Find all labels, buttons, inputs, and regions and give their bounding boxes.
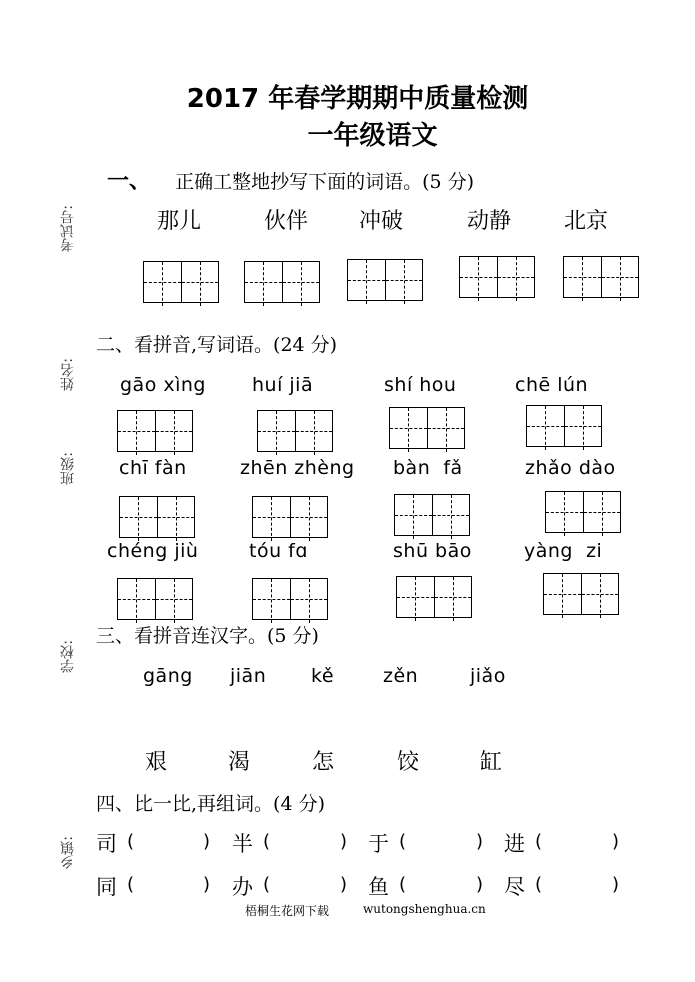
word-answer-blank[interactable] [548, 869, 608, 897]
writing-grid[interactable] [252, 578, 328, 620]
pinyin-option[interactable]: kě [311, 665, 335, 687]
compare-char: 办 [232, 875, 253, 899]
pinyin-prompt: tóu fɑ [249, 540, 308, 562]
compare-char: 进 [504, 832, 525, 856]
writing-grid[interactable] [347, 259, 423, 301]
writing-grid[interactable] [543, 573, 619, 615]
compare-char: 鱼 [368, 875, 389, 899]
open-paren: ( [399, 831, 407, 852]
pinyin-prompt: shū bāo [393, 540, 472, 562]
word-answer-blank[interactable] [412, 869, 472, 897]
pinyin-option[interactable]: jiān [230, 665, 267, 687]
word-answer-blank[interactable] [276, 869, 336, 897]
footer-site: wutongshenghua.cn [363, 902, 486, 916]
pinyin-option[interactable]: zěn [383, 665, 419, 687]
footer-source: 梧桐生花网下载 [245, 904, 330, 918]
pinyin-prompt: huí jiā [252, 374, 314, 396]
compare-char: 司 [96, 832, 117, 856]
open-paren: ( [127, 831, 135, 852]
exam-title: 2017 年春学期期中质量检测 [186, 84, 529, 114]
section2-heading: 二、看拼音,写词语。(24 分) [96, 334, 338, 356]
word-answer-blank[interactable] [276, 826, 336, 854]
close-paren: ) [612, 874, 620, 895]
copy-word: 北京 [564, 209, 609, 234]
word-answer-blank[interactable] [412, 826, 472, 854]
section1-number: 一、 [107, 169, 152, 194]
open-paren: ( [535, 831, 543, 852]
close-paren: ) [203, 831, 211, 852]
word-answer-blank[interactable] [140, 826, 200, 854]
side-label-class: 班级: [60, 452, 76, 485]
open-paren: ( [535, 874, 543, 895]
writing-grid[interactable] [526, 405, 602, 447]
hanzi-option[interactable]: 渴 [228, 750, 251, 775]
writing-grid[interactable] [119, 496, 195, 538]
writing-grid[interactable] [117, 410, 193, 452]
close-paren: ) [476, 874, 484, 895]
pinyin-prompt: chéng jiù [107, 540, 199, 562]
compare-char: 同 [96, 875, 117, 899]
writing-grid[interactable] [389, 407, 465, 449]
copy-word: 伙伴 [264, 209, 309, 234]
open-paren: ( [399, 874, 407, 895]
writing-grid[interactable] [394, 494, 470, 536]
compare-char: 半 [232, 832, 253, 856]
copy-word: 动静 [467, 209, 512, 234]
close-paren: ) [203, 874, 211, 895]
exam-subtitle: 一年级语文 [307, 121, 438, 151]
pinyin-option[interactable]: gāng [143, 665, 193, 687]
pinyin-prompt: shí hou [384, 374, 457, 396]
writing-grid[interactable] [459, 256, 535, 298]
close-paren: ) [476, 831, 484, 852]
writing-grid[interactable] [545, 491, 621, 533]
side-label-school: 学校: [60, 640, 76, 673]
writing-grid[interactable] [143, 261, 219, 303]
copy-word: 冲破 [359, 209, 404, 234]
side-label-exam-number: 考试号: [60, 205, 76, 252]
writing-grid[interactable] [257, 410, 333, 452]
side-label-name: 姓名: [60, 358, 76, 391]
open-paren: ( [127, 874, 135, 895]
word-answer-blank[interactable] [140, 869, 200, 897]
compare-char: 尽 [504, 875, 525, 899]
copy-word: 那儿 [157, 209, 202, 234]
open-paren: ( [263, 874, 271, 895]
pinyin-prompt: zhēn zhèng [240, 457, 355, 479]
hanzi-option[interactable]: 艰 [145, 750, 168, 775]
hanzi-option[interactable]: 饺 [397, 750, 420, 775]
writing-grid[interactable] [563, 256, 639, 298]
section1-heading [107, 164, 474, 195]
pinyin-prompt: yàng zi [524, 540, 603, 562]
pinyin-prompt: gāo xìng [120, 374, 206, 396]
section1-instruction: 正确工整地抄写下面的词语。(5 分) [175, 171, 475, 193]
pinyin-option[interactable]: jiǎo [470, 665, 506, 687]
pinyin-prompt: zhǎo dào [525, 457, 616, 479]
close-paren: ) [340, 831, 348, 852]
writing-grid[interactable] [244, 261, 320, 303]
section3-heading: 三、看拼音连汉字。(5 分) [96, 625, 319, 647]
close-paren: ) [340, 874, 348, 895]
open-paren: ( [263, 831, 271, 852]
pinyin-prompt: chē lún [515, 374, 589, 396]
close-paren: ) [612, 831, 620, 852]
section4-heading: 四、比一比,再组词。(4 分) [96, 793, 325, 815]
pinyin-prompt: bàn fǎ [393, 457, 463, 479]
hanzi-option[interactable]: 怎 [312, 750, 335, 775]
writing-grid[interactable] [396, 576, 472, 618]
pinyin-prompt: chī fàn [119, 457, 187, 479]
hanzi-option[interactable]: 缸 [480, 750, 503, 775]
compare-char: 于 [368, 832, 389, 856]
word-answer-blank[interactable] [548, 826, 608, 854]
writing-grid[interactable] [117, 578, 193, 620]
writing-grid[interactable] [252, 496, 328, 538]
side-label-township: 乡镇: [60, 836, 76, 869]
